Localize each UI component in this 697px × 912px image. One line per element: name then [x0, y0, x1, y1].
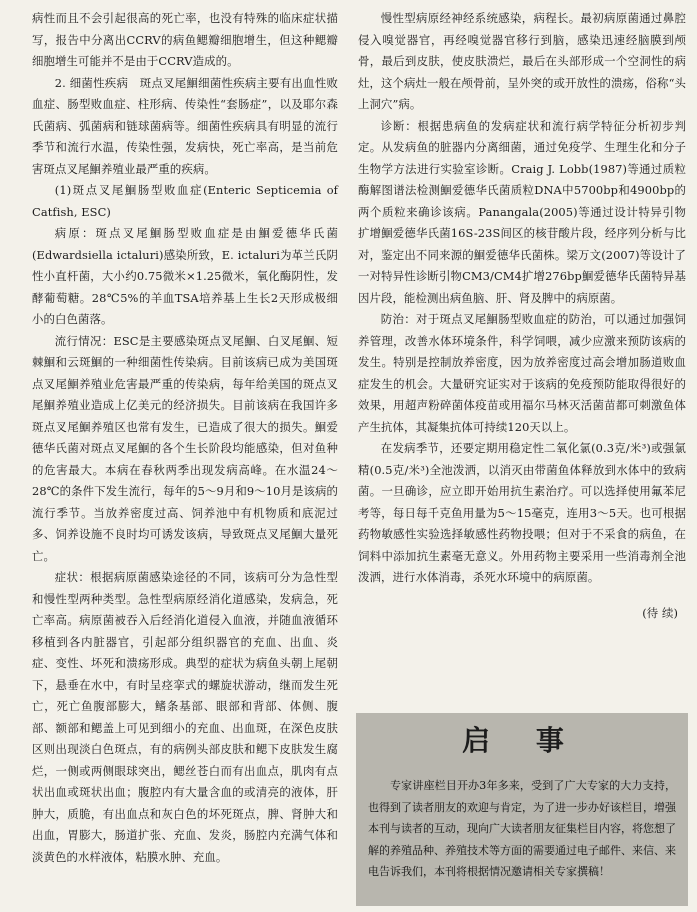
- subsection-heading-esc: (1)斑点叉尾鮰肠型败血症(Enteric Septicemia of Catfish, ESC): [32, 183, 338, 219]
- paragraph-treatment: 在发病季节，还要定期用稳定性二氧化氯(0.3克/米³)或强氯精(0.5克/米³)全池泼洒，以消灭由带菌鱼体释放到水体中的致病菌。一旦确诊，应立即开始用抗生素治疗。可以选择使用氟苯尼考等，每日每千克鱼用量为5～15毫克，连用3～5天。也可根据药物敏感性实验选择敏感性药物投喂；但对于不采食的病鱼，在饲料中添加抗生素毫无意义。外用药物主要采用一些消毒剂全池泼洒，进行水体消毒，杀死水环境中的病原菌。: [358, 441, 686, 584]
- section-intro-text: 斑点叉尾鮰细菌性疾病主要有出血性败血症、肠型败血症、柱形病、传染性“套肠症”，以及耶尔森氏菌病、弧菌病和链球菌病等。细菌性疾病具有明显的流行季节和流行水温，传染性强，发病快，死亡率高，是当前危害斑点叉尾鮰养殖业最严重的疾病。: [32, 75, 338, 176]
- section-heading-bacterial: 2. 细菌性疾病: [54, 75, 129, 90]
- paragraph-chronic-type: 慢性型病原经神经系统感染，病程长。最初病原菌通过鼻腔侵入嗅觉器官，再经嗅觉器官移行到脑，感染迅速经脑膜到颅骨，最后到皮肤，使皮肤溃烂，最后在头部形成一个空洞性的病灶，这个病灶一般在颅骨前，呈外突的或开放性的溃疡，俗称“头上洞穴”病。: [358, 11, 686, 111]
- paragraph-bacterial-diseases: [32, 73, 338, 181]
- paragraph-symptoms: 症状：根据病原菌感染途径的不同，该病可分为急性型和慢性型两种类型。急性型病原经消化道感染，发病急，死亡率高。病原菌被吞入后经消化道侵入血液，并随血液循环移植到各内脏器官，引起部分组织器官的充血、出血、炎症、变性、坏死和溃疡形成。典型的症状为病鱼头朝上尾朝下，悬垂在水中，有时呈痉挛式的螺旋状游动，继而发生死亡，死亡鱼腹部膨大，鳍条基部、眼部和背部、体侧、腹部、额部和鳃盖上可见到细小的充血、出血斑，在深色皮肤区则出现淡白色斑点，有的病例头部皮肤和鳃下皮肤发生腐烂，一侧或两侧眼球突出，鳃丝苍白而有出血点，肌肉有点状出血或斑状出血；腹腔内有大量含血的或清亮的液体，肝肿大，质脆，有出血点和灰白色的坏死斑点，脾、肾肿大和出血，胃膨大，肠道扩张、充血、发炎，肠腔内充满气体和淡黄色的水样液体，粘膜水肿、充血。: [32, 570, 338, 864]
- notice-box: [356, 713, 688, 906]
- paragraph-continued: 病性而且不会引起很高的死亡率，也没有特殊的临床症状描写，报告中分离出CCRV的病鱼鳃瓣细胞增生，但这种鳃瓣细胞增生可能并不是由于CCRV造成的。: [32, 11, 338, 68]
- paragraph-prevention: 防治：对于斑点叉尾鮰肠型败血症的防治，可以通过加强饲养管理，改善水体环境条件，科学饲喂，减少应激来预防该病的发生。特别是控制放养密度，因为放养密度过高会增加肠道败血症发生的机会。大量研究证实对于该病的免疫预防能取得很好的效果，用超声粉碎菌体疫苗或用福尔马林灭活菌苗都可刺激鱼体产生抗体，其凝集抗体可持续120天以上。: [358, 312, 686, 434]
- paragraph-diagnosis: 诊断：根据患病鱼的发病症状和流行病学特征分析初步判定。从发病鱼的脏器内分离细菌，通过免疫学、生理生化和分子生物学方法进行实验室诊断。Craig J. Lobb(1987)等通过质粒酶解图谱法检测鮰爱德华氏菌质粒DNA中5700bp和4900bp的两个质粒来确诊该病。Panangala(2005)等通过设计特异引物扩增鮰爱德华氏菌16S-23S间区的核苷酸片段，经序列分析与比对，鉴定出不同来源的鮰爱德华氏菌株。梁万文(2007)等设计了一对特异性诊断引物CM3/CM4扩增276bp鮰爱德华氏菌特异基因片段，能检测出病鱼脑、肝、肾及脾中的病原菌。: [358, 118, 686, 305]
- notice-title: 启 事: [462, 724, 582, 757]
- paragraph-pathogen: 病原：斑点叉尾鮰肠型败血症是由鮰爱德华氏菌(Edwardsiella ictaluri)感染所致，E. ictaluri为革兰氏阴性小直杆菌，大小约0.75微米×1.25微米，氧化酶阴性，发酵葡萄糖。28℃5%的羊血TSA培养基上生长2天形成极细小的白色菌落。: [32, 226, 338, 326]
- right-column: [358, 8, 686, 624]
- paragraph-epidemiology: 流行情况：ESC是主要感染斑点叉尾鮰、白叉尾鮰、短棘鮰和云斑鮰的一种细菌性传染病。目前该病已成为美国斑点叉尾鮰养殖业危害最严重的传染病，每年给美国的斑点叉尾鮰养殖业造成上亿美元的经济损失。目前该病在我国许多斑点叉尾鮰养殖区也常有发生，已造成了很大的损失。鮰爱德华氏菌对斑点叉尾鮰的各个生长阶段均能感染，但对鱼种的危害最大。本病在春秋两季出现发病高峰。在水温24～28℃的条件下发生流行，每年的5～9月和9～10月是该病的流行季节。当放养密度过高、饲养池中有机物质和底泥过多、饲养设施不良时均可诱发该病，导致斑点叉尾鮰大量死亡。: [32, 333, 338, 563]
- to-be-continued: (待 续): [642, 605, 678, 620]
- left-column: [32, 8, 338, 868]
- notice-body: 专家讲座栏目开办3年多来，受到了广大专家的大力支持，也得到了读者朋友的欢迎与肯定，为了进一步办好该栏目，增强本刊与读者的互动，现向广大读者朋友征集栏目内容，将您想了解的养殖品种、养殖技术等方面的需要通过电子邮件、来信、来电告诉我们，本刊将根据情况邀请相关专家撰稿！: [368, 779, 676, 878]
